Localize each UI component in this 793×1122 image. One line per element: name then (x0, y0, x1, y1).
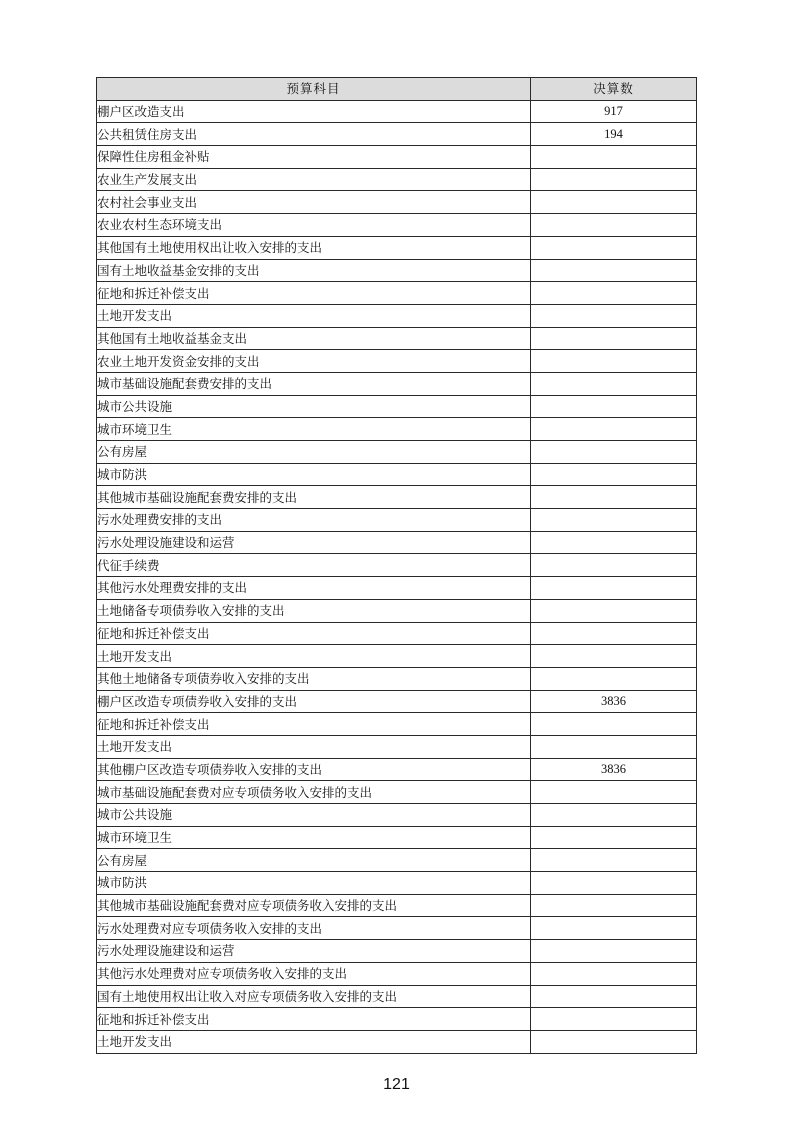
table-row (97, 917, 697, 940)
final-amount-cell (531, 441, 697, 464)
budget-item-label: 城市基础设施配套费安排的支出 (97, 372, 531, 395)
final-amount-cell (531, 872, 697, 895)
final-amount-cell (531, 327, 697, 350)
budget-item-label: 污水处理费安排的支出 (97, 509, 531, 532)
table-row (97, 350, 697, 373)
final-amount-cell (531, 940, 697, 963)
final-amount-cell (531, 599, 697, 622)
final-amount-cell (531, 463, 697, 486)
final-amount-cell (531, 1030, 697, 1053)
budget-item-label: 城市防洪 (97, 872, 531, 895)
table-row (97, 1008, 697, 1031)
budget-item-label: 农业生产发展支出 (97, 168, 531, 191)
final-amount-cell (531, 577, 697, 600)
table-row (97, 577, 697, 600)
budget-item-label: 农村社会事业支出 (97, 191, 531, 214)
budget-item-label: 其他污水处理费安排的支出 (97, 577, 531, 600)
final-amount-cell (531, 372, 697, 395)
table-row (97, 894, 697, 917)
budget-item-label: 公共租赁住房支出 (97, 123, 531, 146)
table-row (97, 327, 697, 350)
budget-item-label: 其他城市基础设施配套费安排的支出 (97, 486, 531, 509)
table-row (97, 599, 697, 622)
final-amount-cell (531, 304, 697, 327)
table-row (97, 781, 697, 804)
final-amount-cell (531, 781, 697, 804)
final-amount-cell: 3836 (531, 690, 697, 713)
final-amount-cell (531, 168, 697, 191)
final-amount-cell (531, 962, 697, 985)
budget-item-label: 农业农村生态环境支出 (97, 214, 531, 237)
final-amount-cell (531, 622, 697, 645)
final-amount-cell (531, 826, 697, 849)
budget-item-label: 其他城市基础设施配套费对应专项债务收入安排的支出 (97, 894, 531, 917)
final-amount-cell: 3836 (531, 758, 697, 781)
table-row (97, 667, 697, 690)
budget-item-label: 其他棚户区改造专项债券收入安排的支出 (97, 758, 531, 781)
table-row (97, 758, 697, 781)
budget-item-label: 国有土地收益基金安排的支出 (97, 259, 531, 282)
final-amount-cell (531, 282, 697, 305)
final-amount-cell (531, 735, 697, 758)
table-row (97, 1030, 697, 1053)
budget-item-label: 城市环境卫生 (97, 418, 531, 441)
table-row (97, 531, 697, 554)
final-amount-cell (531, 259, 697, 282)
table-row (97, 985, 697, 1008)
budget-item-label: 城市基础设施配套费对应专项债务收入安排的支出 (97, 781, 531, 804)
table-row (97, 826, 697, 849)
table-row (97, 872, 697, 895)
final-amount-cell (531, 509, 697, 532)
table-row (97, 441, 697, 464)
final-amount-cell: 194 (531, 123, 697, 146)
table-header-row (97, 78, 697, 101)
final-amount-cell (531, 350, 697, 373)
table-row (97, 645, 697, 668)
table-row (97, 940, 697, 963)
table-row (97, 395, 697, 418)
final-amount-cell (531, 418, 697, 441)
budget-table (96, 77, 697, 1054)
final-amount-cell (531, 395, 697, 418)
budget-item-label: 征地和拆迁补偿支出 (97, 1008, 531, 1031)
table-row (97, 713, 697, 736)
table-row (97, 486, 697, 509)
budget-item-label: 代征手续费 (97, 554, 531, 577)
budget-item-label: 其他污水处理费对应专项债务收入安排的支出 (97, 962, 531, 985)
table-row (97, 236, 697, 259)
budget-item-label: 公有房屋 (97, 849, 531, 872)
budget-item-label: 农业土地开发资金安排的支出 (97, 350, 531, 373)
budget-item-label: 土地开发支出 (97, 645, 531, 668)
budget-item-label: 其他土地储备专项债券收入安排的支出 (97, 667, 531, 690)
table-row (97, 123, 697, 146)
table-row (97, 554, 697, 577)
column-header-amount: 决算数 (531, 78, 697, 101)
final-amount-cell (531, 713, 697, 736)
table-row (97, 304, 697, 327)
final-amount-cell (531, 849, 697, 872)
budget-item-label: 污水处理设施建设和运营 (97, 531, 531, 554)
final-amount-cell (531, 236, 697, 259)
final-amount-cell (531, 985, 697, 1008)
final-amount-cell (531, 894, 697, 917)
budget-item-label: 国有土地使用权出让收入对应专项债务收入安排的支出 (97, 985, 531, 1008)
table-row (97, 372, 697, 395)
table-row (97, 690, 697, 713)
table-row (97, 282, 697, 305)
budget-item-label: 土地开发支出 (97, 1030, 531, 1053)
final-amount-cell (531, 645, 697, 668)
table-row (97, 259, 697, 282)
budget-item-label: 污水处理设施建设和运营 (97, 940, 531, 963)
budget-item-label: 土地开发支出 (97, 304, 531, 327)
final-amount-cell (531, 667, 697, 690)
budget-item-label: 污水处理费对应专项债务收入安排的支出 (97, 917, 531, 940)
final-amount-cell (531, 214, 697, 237)
budget-item-label: 征地和拆迁补偿支出 (97, 282, 531, 305)
final-amount-cell (531, 554, 697, 577)
budget-item-label: 其他国有土地收益基金支出 (97, 327, 531, 350)
budget-item-label: 城市公共设施 (97, 804, 531, 827)
final-amount-cell (531, 486, 697, 509)
table-row (97, 214, 697, 237)
budget-item-label: 城市环境卫生 (97, 826, 531, 849)
table-row (97, 849, 697, 872)
final-amount-cell (531, 917, 697, 940)
table-row (97, 191, 697, 214)
table-row (97, 146, 697, 169)
table-row (97, 100, 697, 123)
final-amount-cell (531, 191, 697, 214)
budget-item-label: 保障性住房租金补贴 (97, 146, 531, 169)
table-row (97, 962, 697, 985)
table-row (97, 804, 697, 827)
budget-item-label: 城市公共设施 (97, 395, 531, 418)
budget-item-label: 公有房屋 (97, 441, 531, 464)
table-row (97, 418, 697, 441)
budget-item-label: 棚户区改造专项债券收入安排的支出 (97, 690, 531, 713)
budget-item-label: 征地和拆迁补偿支出 (97, 622, 531, 645)
table-row (97, 463, 697, 486)
table-row (97, 168, 697, 191)
final-amount-cell (531, 1008, 697, 1031)
table-row (97, 509, 697, 532)
final-amount-cell (531, 804, 697, 827)
page-number: 121 (383, 1076, 410, 1093)
table-row (97, 735, 697, 758)
table-body (97, 100, 697, 1053)
final-amount-cell (531, 531, 697, 554)
budget-item-label: 土地开发支出 (97, 735, 531, 758)
column-header-item: 预算科目 (97, 78, 531, 101)
budget-item-label: 征地和拆迁补偿支出 (97, 713, 531, 736)
budget-item-label: 城市防洪 (97, 463, 531, 486)
table-row (97, 622, 697, 645)
budget-item-label: 其他国有土地使用权出让收入安排的支出 (97, 236, 531, 259)
budget-item-label: 棚户区改造支出 (97, 100, 531, 123)
final-amount-cell (531, 146, 697, 169)
final-amount-cell: 917 (531, 100, 697, 123)
budget-item-label: 土地储备专项债券收入安排的支出 (97, 599, 531, 622)
